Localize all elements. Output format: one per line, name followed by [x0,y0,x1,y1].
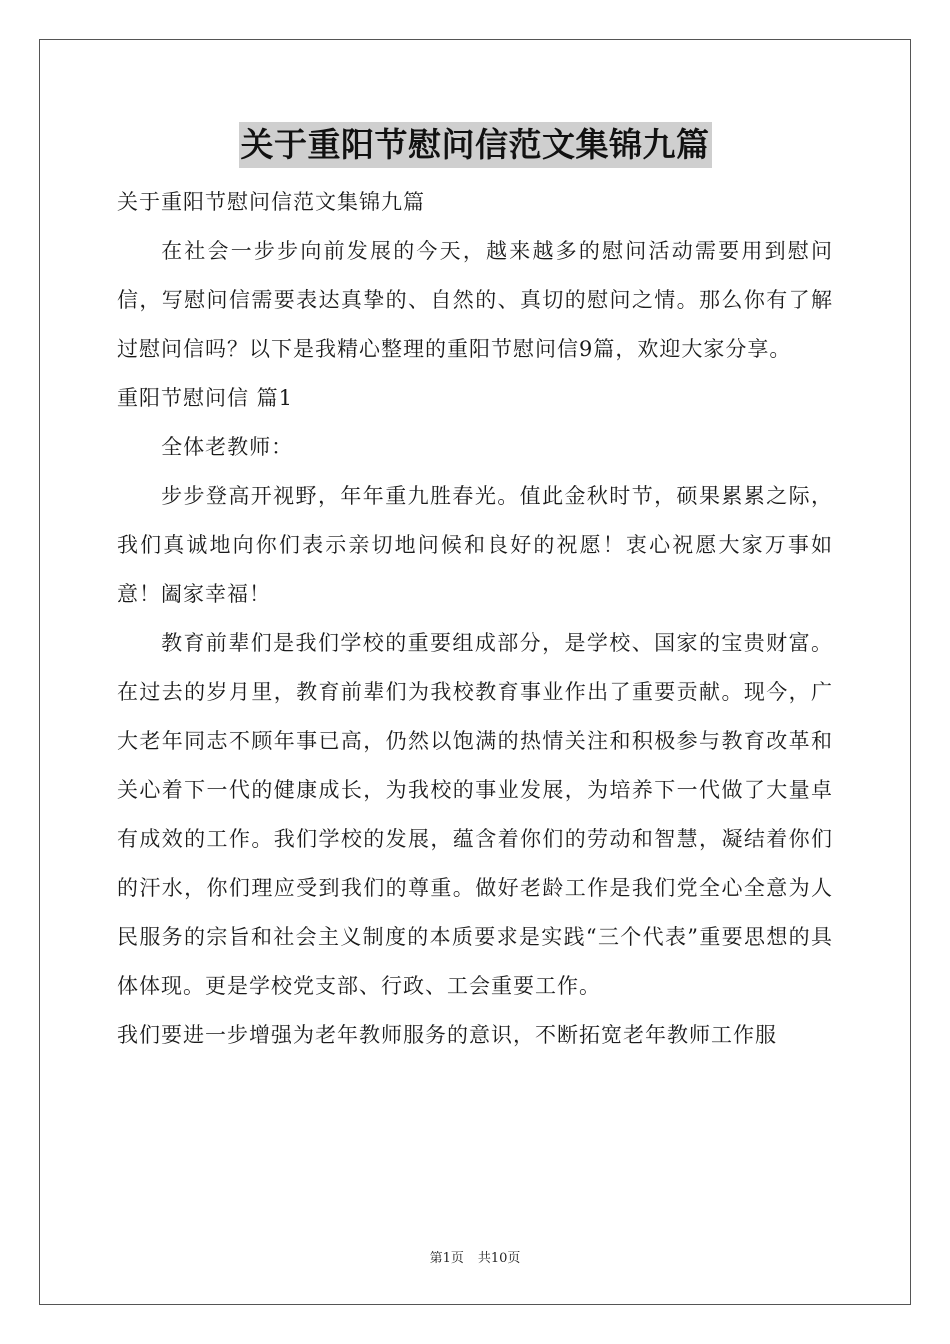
page-number: 第1页 [429,1251,464,1266]
title-container [0,122,950,168]
page-footer [0,1247,950,1266]
paragraph: 关于重阳节慰问信范文集锦九篇 [117,190,425,214]
page-total: 共10页 [477,1251,521,1266]
paragraph: 教育前辈们是我们学校的重要组成部分，是学校、国家的宝贵财富。在过去的岁月里，教育前辈们为我校教育事业作出了重要贡献。现今，广大老年同志不顾年事已高，仍然以饱满的热情关注和积极参与教育改革和关心着下一代的健康成长，为我校的事业发展，为培养下一代做了大量卓有成效的工作。我们学校的发展，蕴含着你们的劳动和智慧，凝结着你们的汗水，你们理应受到我们的尊重。做好老龄工作是我们党全心全意为人民服务的宗旨和社会主义制度的本质要求是实践“三个代表”重要思想的具体体现。更是学校党支部、行政、工会重要工作。 [117,631,833,998]
paragraph: 重阳节慰问信 篇1 [117,386,294,410]
document-title: 关于重阳节慰问信范文集锦九篇 [239,122,712,168]
paragraph: 全体老教师： [161,435,294,459]
paragraph: 步步登高开视野，年年重九胜春光。值此金秋时节，硕果累累之际，我们真诚地向你们表示亲切地问候和良好的祝愿！衷心祝愿大家万事如意！阖家幸福！ [117,484,833,606]
document-body [117,178,833,1060]
paragraph: 我们要进一步增强为老年教师服务的意识，不断拓宽老年教师工作服 [117,1023,777,1047]
paragraph: 在社会一步步向前发展的今天，越来越多的慰问活动需要用到慰问信，写慰问信需要表达真挚的、自然的、真切的慰问之情。那么你有了解过慰问信吗？以下是我精心整理的重阳节慰问信9篇，欢迎大家分享。 [117,239,833,361]
